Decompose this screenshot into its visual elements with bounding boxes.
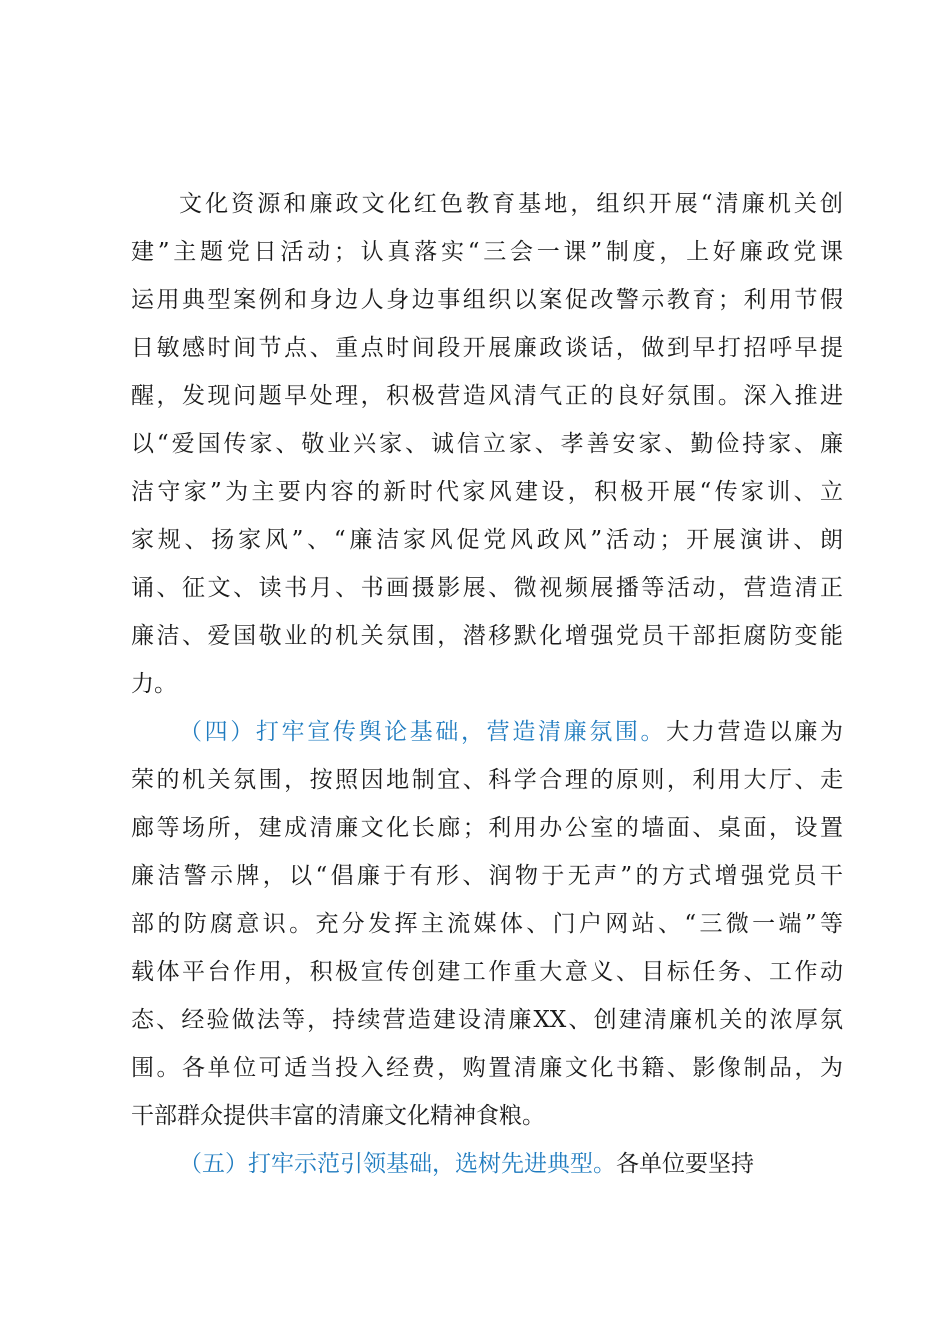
text-line: 廉洁、爱国敬业的机关氛围，潜移默化增强党员干部拒腐防变能 xyxy=(131,623,843,649)
text-line: 载体平台作用，积极宣传创建工作重大意义、目标任务、工作动 xyxy=(131,959,843,985)
text-line: 干部群众提供丰富的清廉文化精神食粮。 xyxy=(131,1103,545,1129)
paragraph-demonstration xyxy=(131,1140,843,1188)
text-line xyxy=(131,1140,843,1188)
paragraph-family-style xyxy=(131,180,843,708)
text-line: 家规、扬家风”、“廉洁家风促党风政风”活动；开展演讲、朗 xyxy=(131,527,843,553)
text-line: 部的防腐意识。充分发挥主流媒体、门户网站、“三微一端”等 xyxy=(131,911,843,937)
text-line xyxy=(131,708,843,756)
text-line: 文化资源和廉政文化红色教育基地，组织开展“清廉机关创 xyxy=(179,191,843,217)
text-line: 力。 xyxy=(131,671,177,697)
text-span: 各单位要坚持 xyxy=(616,1151,754,1177)
document-body xyxy=(131,180,843,1188)
text-line: 醒，发现问题早处理，积极营造风清气正的良好氛围。深入推进 xyxy=(131,383,843,409)
text-line: 围。各单位可适当投入经费，购置清廉文化书籍、影像制品，为 xyxy=(131,1055,843,1081)
text-line: 廉洁警示牌，以“倡廉于有形、润物于无声”的方式增强党员干 xyxy=(131,863,843,889)
text-line: 以“爱国传家、敬业兴家、诚信立家、孝善安家、勤俭持家、廉 xyxy=(131,431,843,457)
section-heading-5: （五）打牢示范引领基础，选树先进典型。 xyxy=(179,1151,616,1177)
text-line: 态、经验做法等，持续营造建设清廉XX、创建清廉机关的浓厚氛 xyxy=(131,1007,843,1033)
text-line: 诵、征文、读书月、书画摄影展、微视频展播等活动，营造清正 xyxy=(131,575,843,601)
text-line: 运用典型案例和身边人身边事组织以案促改警示教育；利用节假 xyxy=(131,287,843,313)
paragraph-publicity xyxy=(131,708,843,1140)
text-span: 大力营造以廉为 xyxy=(666,719,844,745)
text-line: 廊等场所，建成清廉文化长廊；利用办公室的墙面、桌面，设置 xyxy=(131,815,843,841)
section-heading-4: （四）打牢宣传舆论基础，营造清廉氛围。 xyxy=(179,719,667,745)
text-line: 日敏感时间节点、重点时间段开展廉政谈话，做到早打招呼早提 xyxy=(131,335,843,361)
text-line: 洁守家”为主要内容的新时代家风建设，积极开展“传家训、立 xyxy=(131,479,843,505)
text-line: 荣的机关氛围，按照因地制宜、科学合理的原则，利用大厅、走 xyxy=(131,767,843,793)
text-line: 建”主题党日活动；认真落实“三会一课”制度，上好廉政党课 xyxy=(131,239,843,265)
